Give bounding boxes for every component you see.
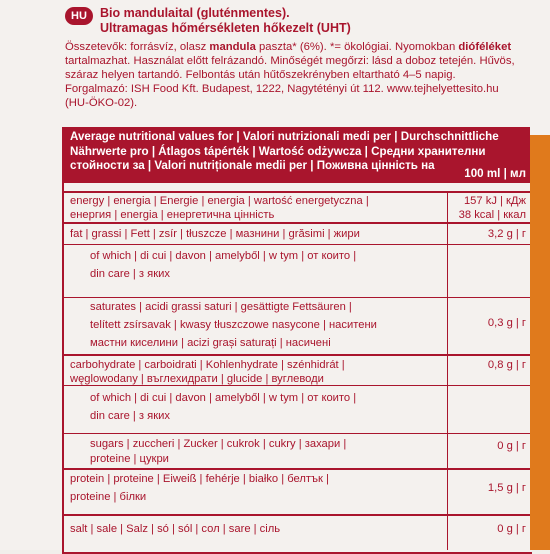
row-label: saturates | acidi grassi saturi | gesättigte Fettsäuren | bbox=[90, 301, 352, 313]
header-line-3: стойности за | Valori nutriționale medii per | Поживна цінність на bbox=[70, 159, 435, 172]
row-label: salt | sale | Salz | só | sól | сол | sare | сіль bbox=[70, 523, 281, 535]
row-label: of which | di cui | davon | amelyből | w tym | от които | bbox=[90, 250, 357, 262]
ingredients-part3: tartalmazhat. Használat előtt felrázandó. Minőségét megőrzi: lásd a doboz tetején. Hűvös, száraz helyen tartandó. Felbontás után hűtőszekrényben eltartható 4–5 napig. Forgalmazó: ISH Food Kft. Budapest, 1222, Nagytétényi út 112. www.tejhelyettesito.hu (HU-ÖKO-02). bbox=[65, 55, 515, 109]
row-separator bbox=[64, 297, 532, 298]
row-label: sugars | zuccheri | Zucker | cukrok | cukry | захари | bbox=[90, 438, 347, 450]
header-line-2: Nährwerte pro | Átlagos tápérték | Wartość odżywcza | Средни хранителни bbox=[70, 144, 486, 158]
package-side-stripe bbox=[530, 0, 550, 550]
row-value: 1,5 g | г bbox=[487, 482, 526, 494]
row-separator bbox=[64, 433, 532, 434]
allergen-nuts: dióféléket bbox=[458, 41, 512, 53]
row-separator bbox=[64, 354, 532, 356]
row-value: 0 g | г bbox=[497, 440, 526, 452]
row-label: din care | з яких bbox=[90, 268, 170, 280]
row-value: 38 kcal | ккал bbox=[458, 209, 526, 221]
language-badge: HU bbox=[65, 7, 93, 25]
row-label: of which | di cui | davon | amelyből | w tym | от които | bbox=[90, 392, 357, 404]
row-separator bbox=[64, 244, 532, 245]
header-unit: 100 ml | мл bbox=[464, 167, 526, 180]
nutrition-table bbox=[62, 127, 532, 554]
row-label: protein | proteine | Eiweiß | fehérje | białko | белтък | bbox=[70, 473, 329, 485]
header-line-1: Average nutritional values for | Valori nutrizionali medi per | Durchschnittliche bbox=[70, 130, 499, 143]
row-separator bbox=[64, 468, 532, 470]
ingredients-part1: Összetevők: forrásvíz, olasz bbox=[65, 41, 210, 53]
row-separator bbox=[64, 514, 532, 516]
nutrition-table-header bbox=[64, 129, 532, 183]
row-value: 0 g | г bbox=[497, 523, 526, 535]
ingredients-part2: paszta* (6%). *= ökológiai. Nyomokban bbox=[255, 41, 459, 53]
ingredients-text bbox=[65, 40, 520, 110]
value-column-divider bbox=[447, 192, 448, 550]
row-label: proteine | білки bbox=[70, 491, 147, 503]
row-label: telített zsírsavak | kwasy tłuszczowe nasycone | наситени bbox=[90, 319, 377, 331]
product-title: Bio mandulaital (gluténmentes). bbox=[100, 6, 290, 20]
package-side-light bbox=[530, 0, 550, 135]
row-value: 3,2 g | г bbox=[487, 228, 526, 240]
row-label: енергия | energia | енергетична цінність bbox=[70, 209, 275, 221]
row-value: 157 kJ | кДж bbox=[463, 195, 526, 207]
row-label: energy | energia | Energie | energia | wartość energetyczna | bbox=[70, 195, 369, 207]
row-label: carbohydrate | carboidrati | Kohlenhydrate | szénhidrát | bbox=[70, 359, 345, 371]
row-value: 0,3 g | г bbox=[487, 317, 526, 329]
row-label: węglowodany | въглехидрати | glucide | вуглеводи bbox=[70, 373, 324, 385]
row-label: proteine | цукри bbox=[90, 453, 169, 465]
row-label: fat | grassi | Fett | zsír | tłuszcze | мазнини | grăsimi | жири bbox=[70, 228, 360, 240]
product-subtitle: Ultramagas hőmérsékleten hőkezelt (UHT) bbox=[100, 21, 351, 35]
row-value: 0,8 g | г bbox=[487, 359, 526, 371]
row-label: din care | з яких bbox=[90, 410, 170, 422]
allergen-almond: mandula bbox=[209, 41, 256, 53]
row-separator bbox=[64, 191, 532, 193]
row-label: мастни киселини | acizi grași saturați | насичені bbox=[90, 337, 331, 349]
